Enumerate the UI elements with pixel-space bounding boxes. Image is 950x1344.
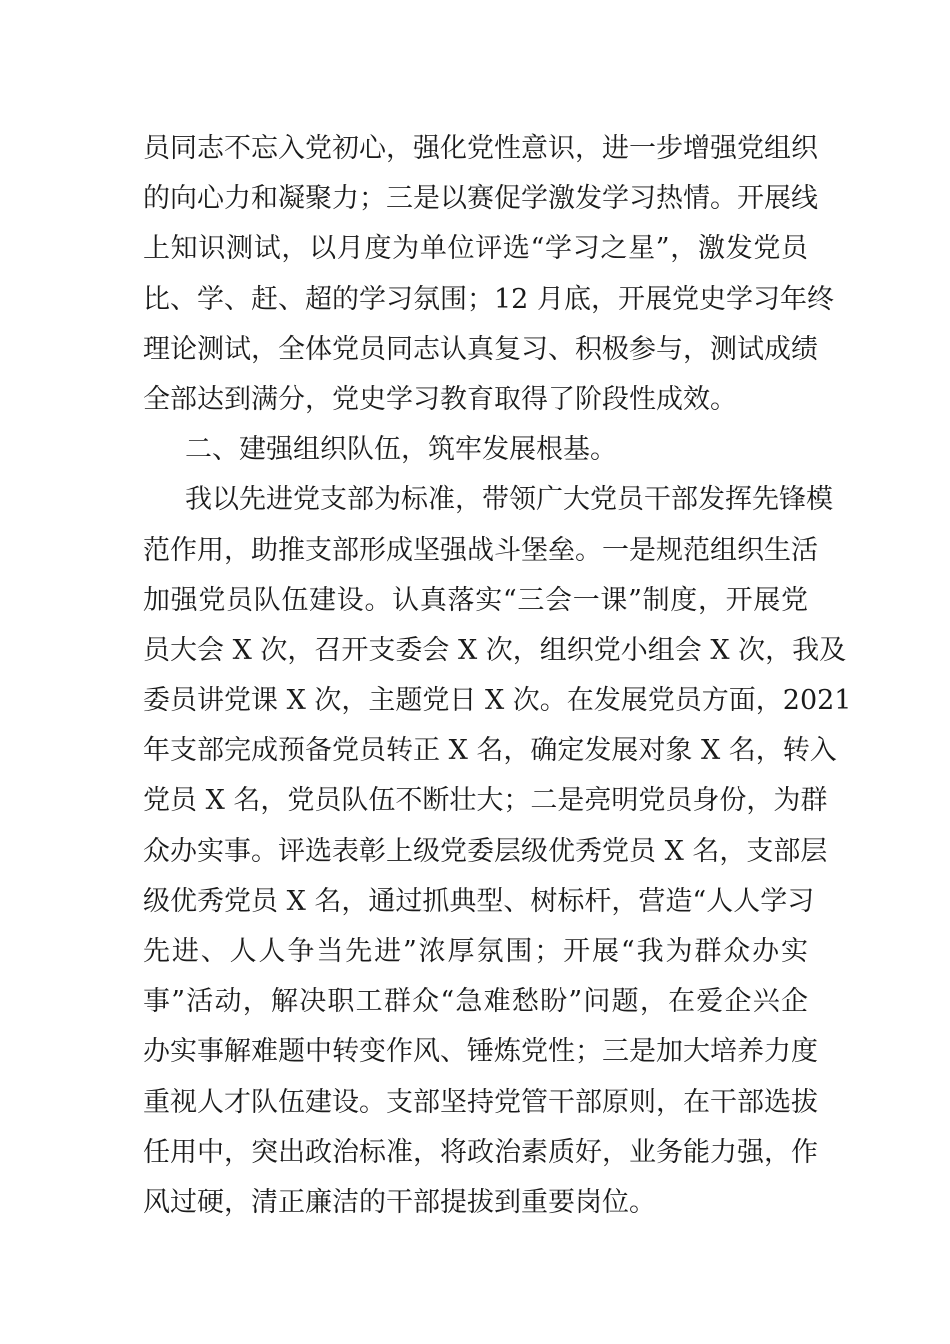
- text-line: 级优秀党员 X 名，通过抓典型、树标杆，营造“人人学习: [143, 885, 815, 917]
- text-line: 上知识测试，以月度为单位评选“学习之星”，激发党员: [143, 233, 808, 265]
- text-line: 党员 X 名，党员队伍不断壮大；二是亮明党员身份，为群: [143, 785, 828, 817]
- text-line: 我以先进党支部为标准，带领广大党员干部发挥先锋模: [185, 484, 833, 516]
- text-line: 年支部完成预备党员转正 X 名，确定发展对象 X 名，转入: [143, 735, 837, 767]
- text-line: 员同志不忘入党初心，强化党性意识，进一步增强党组织: [143, 133, 818, 164]
- paragraph-continuation: [143, 124, 834, 425]
- heading-line: 二、建强组织队伍，筑牢发展根基。: [185, 434, 617, 466]
- text-line: 众办实事。评选表彰上级党委层级优秀党员 X 名，支部层: [143, 835, 828, 867]
- text-line: 范作用，助推支部形成坚强战斗堡垒。一是规范组织生活: [143, 534, 818, 566]
- text-line: 加强党员队伍建设。认真落实“三会一课”制度，开展党: [143, 584, 808, 616]
- text-line: 任用中，突出政治标准，将政治素质好，业务能力强，作: [143, 1136, 818, 1168]
- text-line: 委员讲党课 X 次，主题党日 X 次。在发展党员方面，2021: [143, 685, 852, 717]
- text-line: 员大会 X 次，召开支委会 X 次，组织党小组会 X 次，我及: [143, 634, 847, 666]
- text-line: 先进、人人争当先进”浓厚氛围；开展“我为群众办实: [143, 936, 808, 967]
- text-line: 理论测试，全体党员同志认真复习、积极参与，测试成绩: [143, 333, 818, 365]
- text-line: 比、学、赶、超的学习氛围；12 月底，开展党史学习年终: [143, 283, 834, 315]
- text-line: 事”活动，解决职工群众“急难愁盼”问题，在爱企兴企: [143, 986, 808, 1018]
- text-line: 的向心力和凝聚力；三是以赛促学激发学习热情。开展线: [143, 183, 818, 215]
- text-line: 重视人才队伍建设。支部坚持党管干部原则，在干部选拔: [143, 1086, 818, 1118]
- paragraph-organization: [143, 475, 852, 1228]
- text-line: 全部达到满分，党史学习教育取得了阶段性成效。: [143, 383, 737, 415]
- section-heading: [143, 425, 808, 475]
- text-line: 办实事解难题中转变作风、锤炼党性；三是加大培养力度: [143, 1036, 818, 1068]
- text-line: 风过硬，清正廉洁的干部提拔到重要岗位。: [143, 1186, 656, 1218]
- document-body: [143, 124, 852, 1228]
